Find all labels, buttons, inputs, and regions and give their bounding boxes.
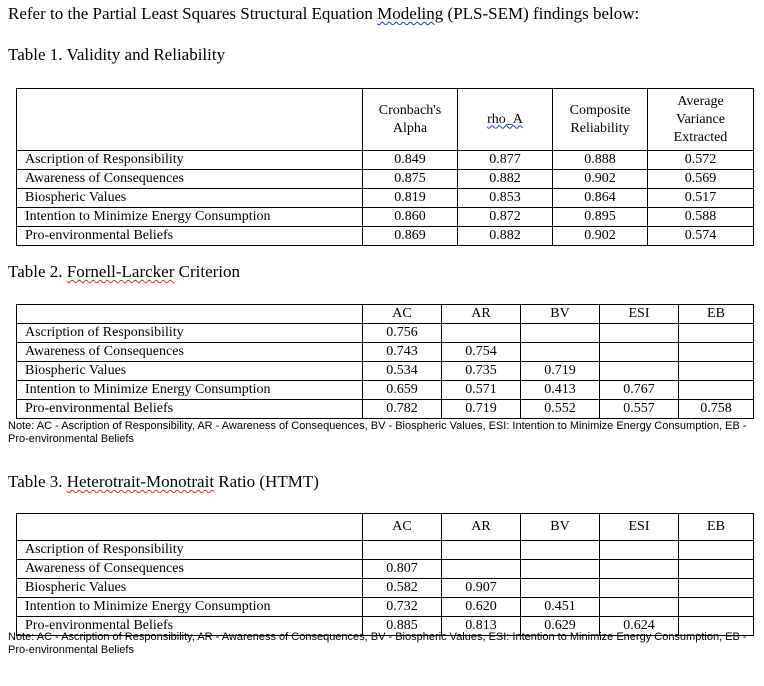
table2-cell: 0.756 xyxy=(363,324,442,343)
table2-row-label: Pro-environmental Beliefs xyxy=(17,400,363,419)
table3-cell: 0.451 xyxy=(521,598,600,617)
table3-cell xyxy=(679,598,754,617)
table2-header: AC xyxy=(363,305,442,324)
table3-header: ESI xyxy=(600,514,679,541)
table1-row xyxy=(17,170,754,189)
table2-row-label: Ascription of Responsibility xyxy=(17,324,363,343)
table3-header: EB xyxy=(679,514,754,541)
table3-row-label: Pro-environmental Beliefs xyxy=(17,617,363,636)
table1-row xyxy=(17,227,754,246)
table3-header: BV xyxy=(521,514,600,541)
table2-row-label: Awareness of Consequences xyxy=(17,343,363,362)
table2-cell xyxy=(679,381,754,400)
table2-cell: 0.782 xyxy=(363,400,442,419)
table3-cell: 0.807 xyxy=(363,560,442,579)
table3-row xyxy=(17,541,754,560)
table2-cell: 0.552 xyxy=(521,400,600,419)
table1-row-label: Biospheric Values xyxy=(17,189,363,208)
table2-cell: 0.719 xyxy=(521,362,600,381)
table1-row-label: Pro-environmental Beliefs xyxy=(17,227,363,246)
table1-header-ave: Average Variance Extracted xyxy=(648,89,754,151)
table2-cell xyxy=(521,343,600,362)
table2-cell: 0.659 xyxy=(363,381,442,400)
table3-row-label: Ascription of Responsibility xyxy=(17,541,363,560)
table1-row xyxy=(17,208,754,227)
table3-row-label: Intention to Minimize Energy Consumption xyxy=(17,598,363,617)
table2-header: ESI xyxy=(600,305,679,324)
table1-header-cronbach: Cronbach's Alpha xyxy=(363,89,458,151)
table1-cell: 0.875 xyxy=(363,170,458,189)
table3-cell xyxy=(600,560,679,579)
table3-cell: 0.907 xyxy=(442,579,521,598)
table2-header: EB xyxy=(679,305,754,324)
table1-caption: Table 1. Validity and Reliability xyxy=(8,45,226,64)
table2-cell xyxy=(600,324,679,343)
table3-cell xyxy=(521,560,600,579)
table1-cell: 0.849 xyxy=(363,151,458,170)
table2-cell xyxy=(679,362,754,381)
table3-cell: 0.885 xyxy=(363,617,442,636)
table1-cell: 0.819 xyxy=(363,189,458,208)
table2-caption: Table 2. Fornell-Larcker Criterion xyxy=(8,262,241,281)
table3-cell: 0.624 xyxy=(600,617,679,636)
table2-cell: 0.719 xyxy=(442,400,521,419)
table2-cell xyxy=(600,343,679,362)
table3-cell: 0.629 xyxy=(521,617,600,636)
table3-header: AR xyxy=(442,514,521,541)
table1-cell: 0.877 xyxy=(458,151,553,170)
table3-cell: 0.582 xyxy=(363,579,442,598)
intro-underlined-word: Modeling xyxy=(377,4,444,23)
table2-cell: 0.754 xyxy=(442,343,521,362)
table3-cell: 0.620 xyxy=(442,598,521,617)
table1-row-label: Awareness of Consequences xyxy=(17,170,363,189)
table1-row xyxy=(17,189,754,208)
table1-cell: 0.860 xyxy=(363,208,458,227)
table3-cell xyxy=(442,541,521,560)
table2-cell xyxy=(679,324,754,343)
validity-reliability-table xyxy=(16,88,754,246)
table2-cell: 0.735 xyxy=(442,362,521,381)
table2-row xyxy=(17,362,754,381)
table2-cell xyxy=(521,324,600,343)
table2-cell xyxy=(442,324,521,343)
table3-cell: 0.813 xyxy=(442,617,521,636)
table1-row-label: Intention to Minimize Energy Consumption xyxy=(17,208,363,227)
table3-cell xyxy=(679,560,754,579)
table2-row-label: Biospheric Values xyxy=(17,362,363,381)
table1-header-blank xyxy=(17,89,363,151)
table1-cell: 0.888 xyxy=(553,151,648,170)
table1-cell: 0.569 xyxy=(648,170,754,189)
table1-cell: 0.864 xyxy=(553,189,648,208)
table1-row xyxy=(17,151,754,170)
table3-row-label: Biospheric Values xyxy=(17,579,363,598)
table3-cell xyxy=(679,541,754,560)
table3-cell xyxy=(600,541,679,560)
table2-header: AR xyxy=(442,305,521,324)
table1-cell: 0.869 xyxy=(363,227,458,246)
table1-header-rho: rho_A xyxy=(458,89,553,151)
table3-cell xyxy=(521,579,600,598)
table1-cell: 0.882 xyxy=(458,227,553,246)
table2-cell: 0.571 xyxy=(442,381,521,400)
table3-cell xyxy=(442,560,521,579)
table2-note: Note: AC - Ascription of Responsibility, AR - Awareness of Consequences, BV - Biospheric Values, ESI: Intention to Minimize Energy Consumption, EB - Pro-environmental Beliefs xyxy=(8,420,747,445)
htmt-table xyxy=(16,513,754,636)
table3-cell: 0.732 xyxy=(363,598,442,617)
table3-note: Note: AC - Ascription of Responsibility, AR - Awareness of Consequences, BV - Biospheric Values, ESI: Intention to Minimize Energy Consumption, EB - Pro-environmental Beliefs xyxy=(8,631,747,656)
table2-cell xyxy=(600,362,679,381)
table3-row xyxy=(17,598,754,617)
table3-cell xyxy=(600,598,679,617)
table1-cell: 0.853 xyxy=(458,189,553,208)
table1-cell: 0.902 xyxy=(553,170,648,189)
table1-cell: 0.574 xyxy=(648,227,754,246)
table3-row xyxy=(17,560,754,579)
intro-text: Refer to the Partial Least Squares Structural Equation Modeling (PLS-SEM) findings below: xyxy=(8,4,640,23)
table1-cell: 0.882 xyxy=(458,170,553,189)
table2-row xyxy=(17,381,754,400)
table2-header: BV xyxy=(521,305,600,324)
table2-header xyxy=(17,305,363,324)
table3-cell xyxy=(521,541,600,560)
table1-cell: 0.872 xyxy=(458,208,553,227)
table1-cell: 0.588 xyxy=(648,208,754,227)
table2-row xyxy=(17,324,754,343)
table1-cell: 0.517 xyxy=(648,189,754,208)
table2-cell: 0.413 xyxy=(521,381,600,400)
table3-cell xyxy=(363,541,442,560)
table1-cell: 0.895 xyxy=(553,208,648,227)
table2-cell: 0.743 xyxy=(363,343,442,362)
table3-cell xyxy=(600,579,679,598)
table3-header: AC xyxy=(363,514,442,541)
table2-row xyxy=(17,400,754,419)
table2-row xyxy=(17,343,754,362)
table1-header-composite: Composite Reliability xyxy=(553,89,648,151)
table1-cell: 0.572 xyxy=(648,151,754,170)
table2-row-label: Intention to Minimize Energy Consumption xyxy=(17,381,363,400)
fornell-larcker-table xyxy=(16,304,754,419)
table2-cell xyxy=(679,343,754,362)
table1-row-label: Ascription of Responsibility xyxy=(17,151,363,170)
table3-row-label: Awareness of Consequences xyxy=(17,560,363,579)
table2-cell: 0.767 xyxy=(600,381,679,400)
table3-header xyxy=(17,514,363,541)
table2-cell: 0.557 xyxy=(600,400,679,419)
table3-cell xyxy=(679,579,754,598)
table2-cell: 0.534 xyxy=(363,362,442,381)
table3-caption: Table 3. Heterotrait-Monotrait Ratio (HTMT) xyxy=(8,472,319,491)
table1-cell: 0.902 xyxy=(553,227,648,246)
table2-cell: 0.758 xyxy=(679,400,754,419)
table3-row xyxy=(17,579,754,598)
